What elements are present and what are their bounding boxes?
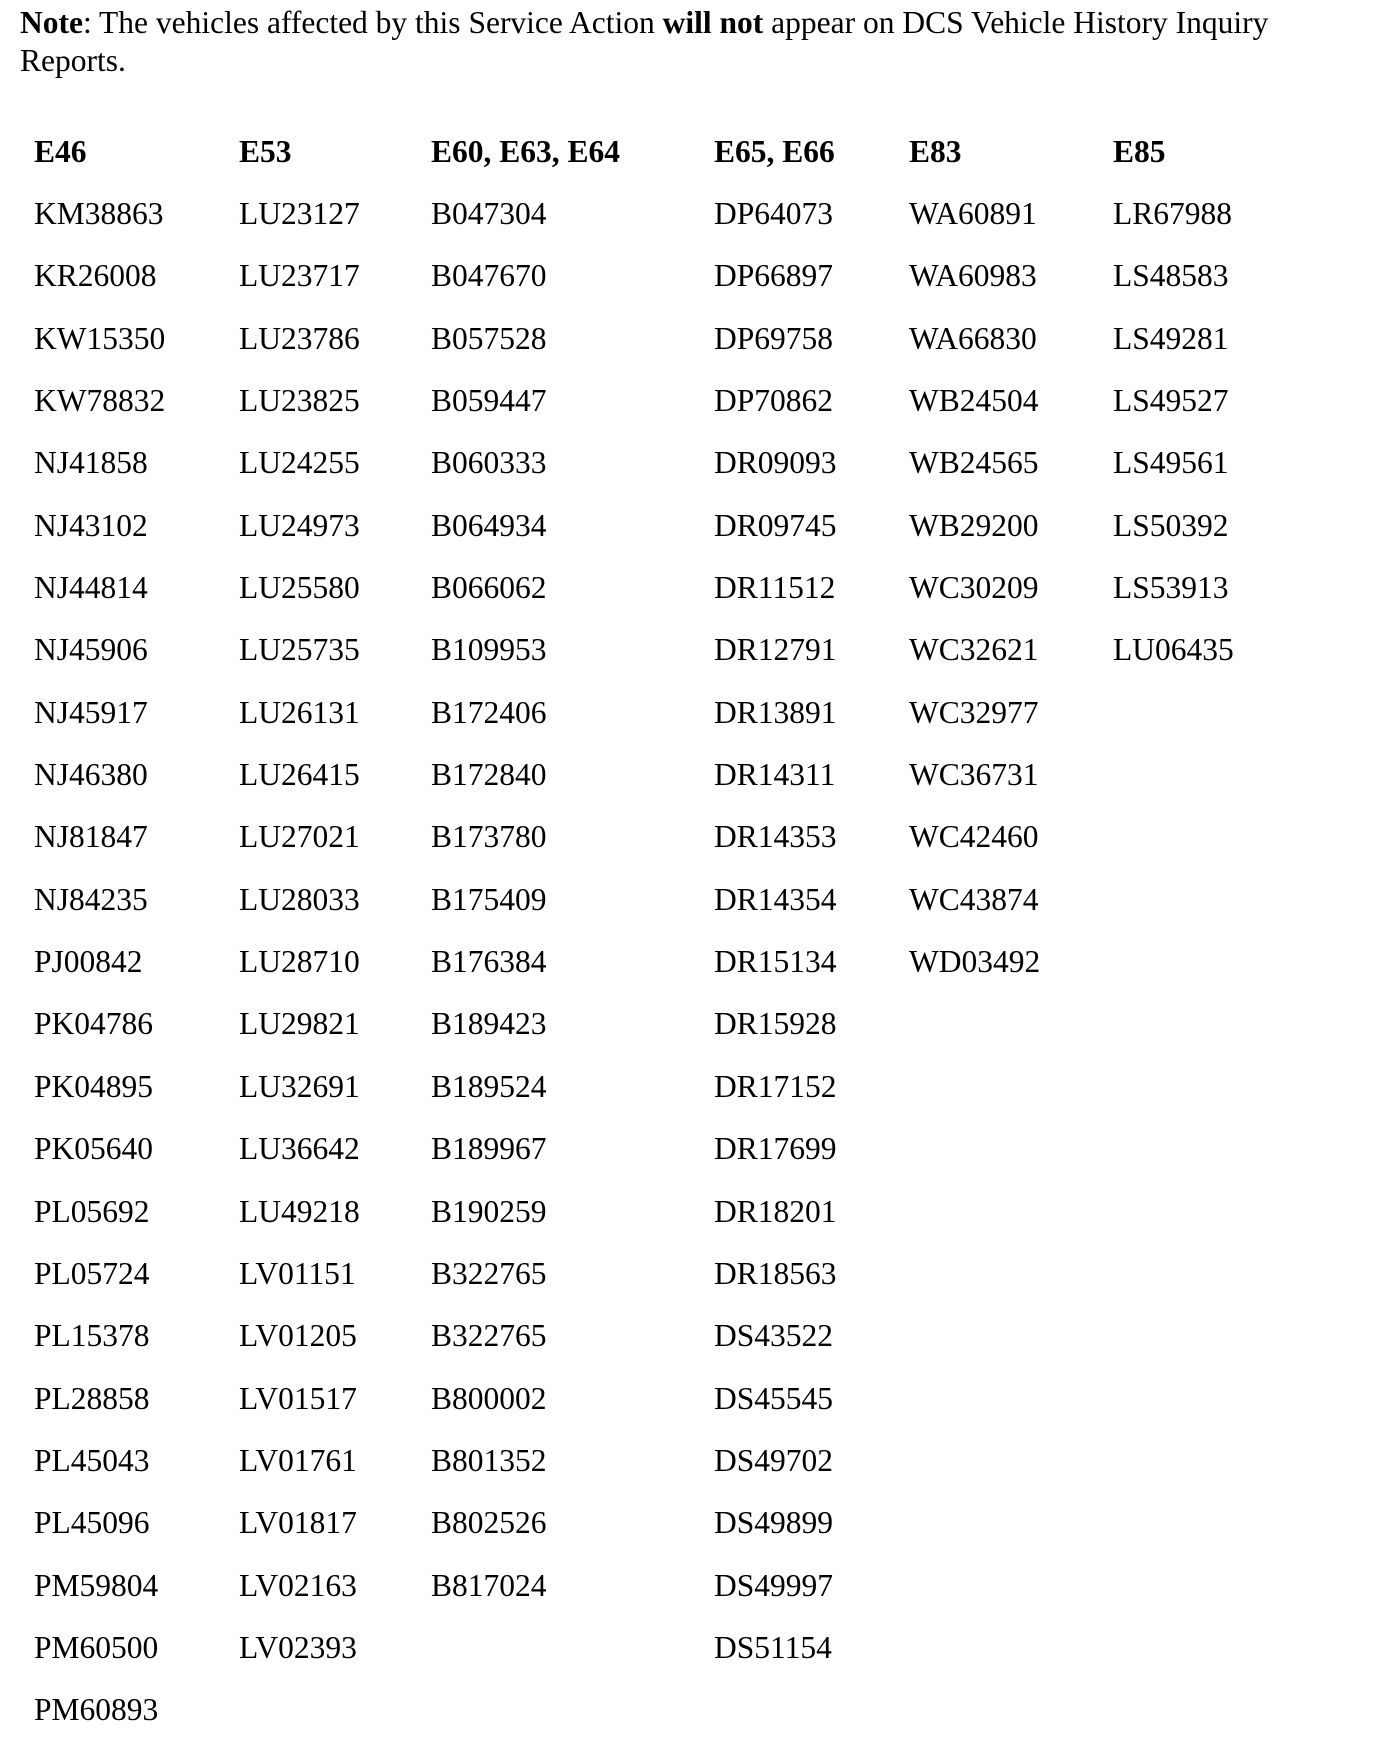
vin-entry: B109953 <box>431 632 547 668</box>
vin-entry: DR17699 <box>714 1131 837 1167</box>
vin-entry: LU23127 <box>239 196 360 231</box>
vin-entry: WC36731 <box>909 757 1039 793</box>
vin-entry: DR18201 <box>714 1193 837 1229</box>
vin-entry: LU26131 <box>239 694 360 730</box>
vin-entry: LV01205 <box>239 1318 357 1354</box>
vin-entry: KW78832 <box>34 383 166 419</box>
vin-entry: NJ45906 <box>34 632 148 668</box>
vin-entry: NJ43102 <box>34 507 148 543</box>
model-column <box>431 130 620 1626</box>
vin-entry: PL15378 <box>34 1318 150 1354</box>
vin-entry: WD03492 <box>909 944 1041 980</box>
vin-entry: LU06435 <box>1113 632 1234 668</box>
vin-entry: B801352 <box>431 1442 547 1478</box>
vin-entry: NJ84235 <box>34 881 148 917</box>
vin-entry: LV01817 <box>239 1505 357 1541</box>
vin-entry: NJ81847 <box>34 819 148 855</box>
vin-entry: B060333 <box>431 445 547 481</box>
vin-entry: LU23786 <box>239 320 360 356</box>
vin-entry: LU36642 <box>239 1131 360 1167</box>
vin-entry: LV01517 <box>239 1380 357 1416</box>
vin-entry: B172406 <box>431 694 547 730</box>
vin-entry: WC32621 <box>909 632 1039 668</box>
vin-entry: DR15134 <box>714 944 837 980</box>
vin-entry: DR09093 <box>714 445 837 481</box>
vin-entry: LS48583 <box>1113 258 1229 294</box>
vin-entry: LU24973 <box>239 507 360 543</box>
vin-entry: B057528 <box>431 320 547 356</box>
vin-entry: WC43874 <box>909 881 1039 917</box>
vin-entry: LV02163 <box>239 1567 357 1603</box>
vin-entry: PK04895 <box>34 1068 154 1104</box>
vin-entry: B064934 <box>431 507 547 543</box>
vin-entry: LU26415 <box>239 757 360 793</box>
vin-entry: PM60893 <box>34 1692 159 1728</box>
vin-entry: PJ00842 <box>34 944 143 980</box>
vin-entry: WB29200 <box>909 507 1039 543</box>
vin-entry: LS49527 <box>1113 383 1229 419</box>
column-header: E83 <box>909 134 962 169</box>
vin-entry: PL28858 <box>34 1380 150 1416</box>
vin-entry: LU27021 <box>239 819 360 855</box>
vin-entry: LU28710 <box>239 944 360 980</box>
vin-entry: B047304 <box>431 196 547 231</box>
vin-entry: DS51154 <box>714 1629 832 1665</box>
column-header: E65, E66 <box>714 134 835 169</box>
note-label: Note <box>20 5 83 40</box>
column-header: E53 <box>239 134 292 169</box>
vin-entry: PL05724 <box>34 1255 150 1291</box>
vin-entry: LS53913 <box>1113 570 1229 606</box>
model-column <box>34 130 165 1751</box>
vin-entry: DS49899 <box>714 1505 834 1541</box>
vin-entry: PL05692 <box>34 1193 150 1229</box>
vin-entry: DS49702 <box>714 1442 834 1478</box>
vin-entry: DP70862 <box>714 383 834 419</box>
vin-entry: WB24504 <box>909 383 1039 419</box>
vin-entry: B189423 <box>431 1006 547 1042</box>
vin-entry: DR18563 <box>714 1255 837 1291</box>
vin-entry: B189524 <box>431 1068 547 1104</box>
model-column <box>909 130 1040 1002</box>
vin-entry: DS49997 <box>714 1567 834 1603</box>
vin-entry: DR11512 <box>714 570 836 606</box>
vin-entry: B817024 <box>431 1567 547 1603</box>
model-column <box>1113 130 1234 691</box>
column-header: E46 <box>34 134 87 169</box>
vin-entry: B190259 <box>431 1193 547 1229</box>
vin-entry: PL45043 <box>34 1442 150 1478</box>
vin-entry: DR12791 <box>714 632 837 668</box>
vin-entry: DP69758 <box>714 320 834 356</box>
vin-entry: PM59804 <box>34 1567 159 1603</box>
vin-entry: KW15350 <box>34 320 166 356</box>
vin-entry: PK04786 <box>34 1006 154 1042</box>
vin-entry: B322765 <box>431 1255 547 1291</box>
vin-entry: LU25580 <box>239 570 360 606</box>
vin-entry: NJ41858 <box>34 445 148 481</box>
vin-entry: B176384 <box>431 944 547 980</box>
vin-entry: LU25735 <box>239 632 360 668</box>
vin-entry: DP66897 <box>714 258 834 294</box>
vin-entry: WC30209 <box>909 570 1039 606</box>
vin-entry: B802526 <box>431 1505 547 1541</box>
vin-entry: B322765 <box>431 1318 547 1354</box>
vin-entry: PM60500 <box>34 1629 159 1665</box>
vin-entry: LV01761 <box>239 1442 357 1478</box>
vin-entry: WC42460 <box>909 819 1039 855</box>
vin-entry: DR14353 <box>714 819 837 855</box>
vin-entry: PL45096 <box>34 1505 150 1541</box>
column-header: E85 <box>1113 134 1166 169</box>
vin-entry: DS45545 <box>714 1380 834 1416</box>
vin-entry: B173780 <box>431 819 547 855</box>
vin-entry: B047670 <box>431 258 547 294</box>
vin-entry: KM38863 <box>34 196 164 231</box>
vin-entry: DR14354 <box>714 881 837 917</box>
vin-entry: B059447 <box>431 383 547 419</box>
vin-entry: DP64073 <box>714 196 834 231</box>
vin-entry: DR15928 <box>714 1006 837 1042</box>
vin-entry: LU23717 <box>239 258 360 294</box>
note-text-2: appear on DCS Vehicle History Inquiry Reports. <box>20 5 1269 78</box>
vin-entry: WB24565 <box>909 445 1039 481</box>
vin-entry: B800002 <box>431 1380 547 1416</box>
note-emphasis: will not <box>662 5 764 40</box>
vin-entry: WA60983 <box>909 258 1037 294</box>
note-text-1: : The vehicles affected by this Service Action <box>82 5 663 40</box>
model-column <box>239 130 360 1688</box>
vin-entry: B172840 <box>431 757 547 793</box>
service-action-note <box>20 4 1360 80</box>
vin-entry: DS43522 <box>714 1318 834 1354</box>
vin-entry: LV02393 <box>239 1629 357 1665</box>
vin-entry: LS50392 <box>1113 507 1229 543</box>
vin-entry: DR13891 <box>714 694 837 730</box>
vin-entry: DR17152 <box>714 1068 837 1104</box>
vin-entry: KR26008 <box>34 258 157 294</box>
vin-entry: NJ46380 <box>34 757 148 793</box>
vin-entry: LR67988 <box>1113 196 1233 231</box>
vin-entry: LV01151 <box>239 1255 356 1291</box>
vin-entry: LU49218 <box>239 1193 360 1229</box>
vin-entry: LU29821 <box>239 1006 360 1042</box>
vin-entry: DR09745 <box>714 507 837 543</box>
vin-entry: LU32691 <box>239 1068 360 1104</box>
model-column <box>714 130 837 1688</box>
vin-entry: WA60891 <box>909 196 1037 231</box>
vin-entry: B066062 <box>431 570 547 606</box>
vin-entry: LU28033 <box>239 881 360 917</box>
vin-entry: LS49281 <box>1113 320 1229 356</box>
vin-entry: B175409 <box>431 881 547 917</box>
vin-entry: LS49561 <box>1113 445 1229 481</box>
vin-entry: B189967 <box>431 1131 547 1167</box>
vin-entry: NJ45917 <box>34 694 148 730</box>
vin-entry: DR14311 <box>714 757 836 793</box>
vin-entry: LU23825 <box>239 383 360 419</box>
vin-entry: LU24255 <box>239 445 360 481</box>
vin-entry: WC32977 <box>909 694 1039 730</box>
vin-entry: WA66830 <box>909 320 1037 356</box>
column-header: E60, E63, E64 <box>431 134 621 169</box>
vin-entry: NJ44814 <box>34 570 148 606</box>
vin-entry: PK05640 <box>34 1131 154 1167</box>
